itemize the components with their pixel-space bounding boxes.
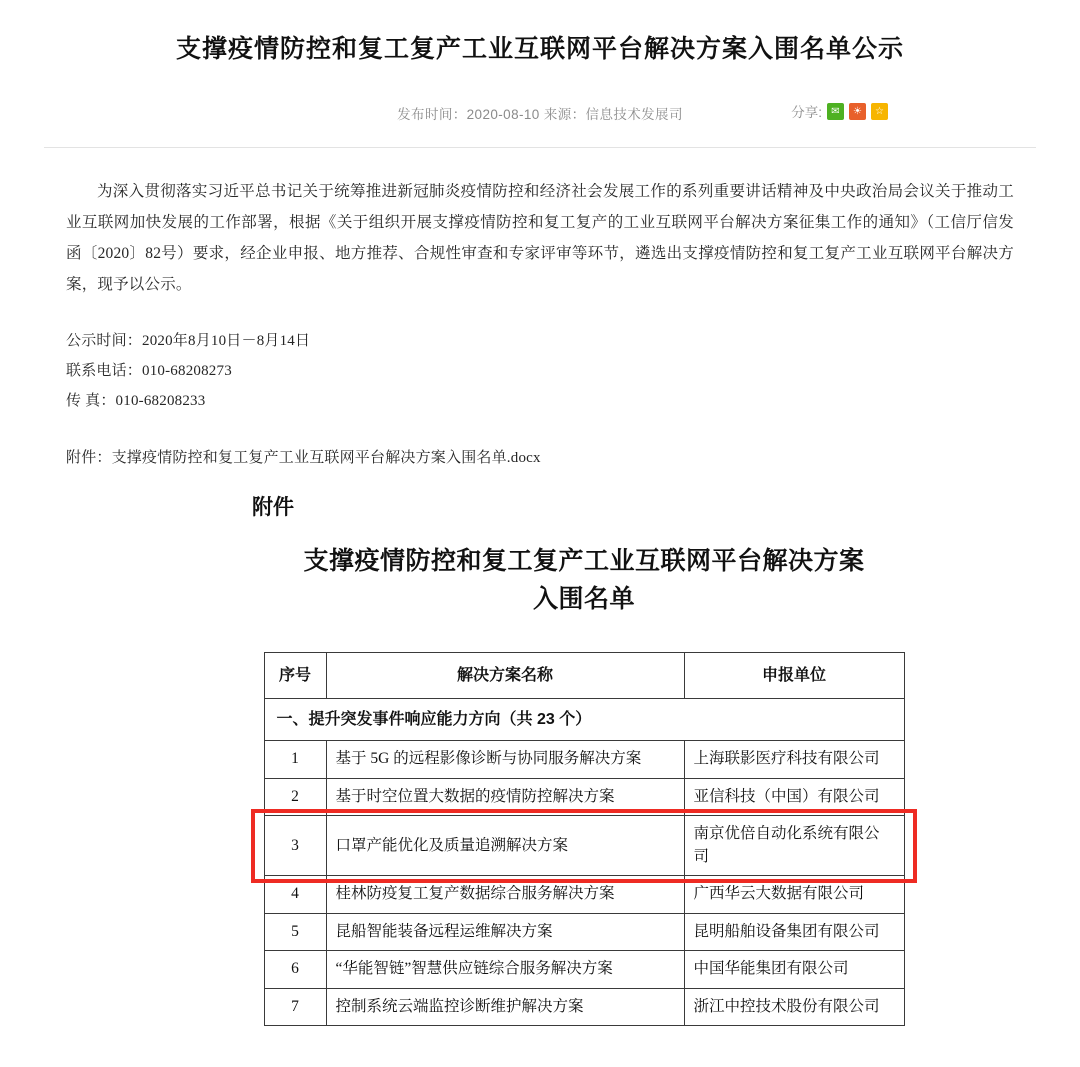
table-row (264, 816, 904, 876)
attachment-title (192, 543, 976, 618)
wechat-icon[interactable]: ✉ (827, 103, 844, 120)
divider (44, 147, 1036, 148)
document-page (0, 32, 1080, 1026)
attachment-preview (44, 491, 1036, 1026)
table-header-row (264, 653, 904, 699)
attachment-title-line-2: 入围名单 (532, 584, 635, 613)
row-solution-name: 基于时空位置大数据的疫情防控解决方案 (326, 778, 684, 815)
page-title: 支撑疫情防控和复工复产工业互联网平台解决方案入围名单公示 (175, 35, 904, 63)
weibo-icon[interactable]: ☀ (849, 103, 866, 120)
table-row (264, 913, 904, 950)
row-organization: 上海联影医疗科技有限公司 (684, 741, 904, 778)
row-organization: 南京优倍自动化系统有限公司 (684, 816, 904, 876)
row-organization: 广西华云大数据有限公司 (684, 876, 904, 913)
row-solution-name: 桂林防疫复工复产数据综合服务解决方案 (326, 876, 684, 913)
paragraph-1: 为深入贯彻落实习近平总书记关于统筹推进新冠肺炎疫情防控和经济社会发展工作的系列重要讲话精神及中央政治局会议关于推动工业互联网加快发展的工作部署，根据《关于组织开展支撑疫情防控和复工复产的工业互联网平台解决方案征集工作的通知》（工信厅信发函〔2020〕82号）要求，经企业申报、地方推荐、合规性审查和专家评审等环节，遴选出支撑疫情防控和复工复产工业互联网平台解决方案，现予以公示。 (66, 183, 1014, 293)
attachment-label: 附件 (252, 496, 294, 519)
meta-row (44, 101, 1036, 125)
contact-phone: 联系电话：010-68208273 (66, 363, 232, 379)
table-body (264, 699, 904, 1026)
notice-info-block (66, 326, 1014, 416)
attachment-link[interactable]: 附件：支撑疫情防控和复工复产工业互联网平台解决方案入围名单.docx (66, 450, 541, 466)
fax-number: 传 真：010-68208233 (66, 393, 206, 409)
attachment-title-line-1: 支撑疫情防控和复工复产工业互联网平台解决方案 (303, 547, 865, 575)
row-solution-name: 基于 5G 的远程影像诊断与协同服务解决方案 (326, 741, 684, 778)
row-organization: 中国华能集团有限公司 (684, 951, 904, 988)
table-row (264, 876, 904, 913)
article-body (44, 176, 1036, 467)
column-header-solution: 解决方案名称 (326, 653, 684, 699)
row-number: 5 (264, 913, 326, 950)
row-number: 2 (264, 778, 326, 815)
table-row (264, 951, 904, 988)
table-row (264, 741, 904, 778)
table-row (264, 778, 904, 815)
qzone-icon[interactable]: ☆ (871, 103, 888, 120)
row-number: 7 (264, 988, 326, 1025)
row-number: 3 (264, 816, 326, 876)
column-header-no: 序号 (264, 653, 326, 699)
notice-time: 公示时间：2020年8月10日－8月14日 (66, 333, 311, 349)
row-number: 6 (264, 951, 326, 988)
share-label: 分享: (791, 105, 822, 120)
table-section-header (264, 699, 904, 741)
row-solution-name: “华能智链”智慧供应链综合服务解决方案 (326, 951, 684, 988)
section-header-label: 一、提升突发事件响应能力方向（共 23 个） (264, 699, 904, 741)
column-header-org: 申报单位 (684, 653, 904, 699)
row-organization: 浙江中控技术股份有限公司 (684, 988, 904, 1025)
row-solution-name: 口罩产能优化及质量追溯解决方案 (326, 816, 684, 876)
table-row (264, 988, 904, 1025)
row-organization: 亚信科技（中国）有限公司 (684, 778, 904, 815)
row-organization: 昆明船舶设备集团有限公司 (684, 913, 904, 950)
row-number: 1 (264, 741, 326, 778)
row-solution-name: 控制系统云端监控诊断维护解决方案 (326, 988, 684, 1025)
solutions-table (264, 652, 905, 1026)
publish-info: 发布时间：2020-08-10 来源：信息技术发展司 (397, 107, 683, 122)
row-number: 4 (264, 876, 326, 913)
row-solution-name: 昆船智能装备远程运维解决方案 (326, 913, 684, 950)
share-block (791, 101, 888, 121)
